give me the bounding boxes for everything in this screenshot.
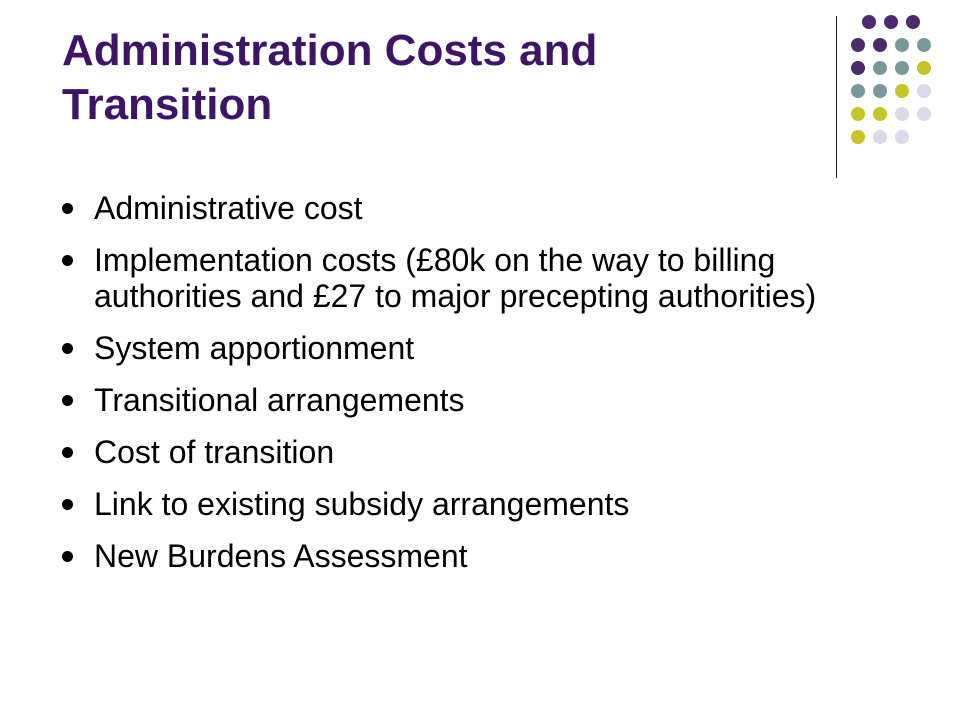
decorative-dot [851, 61, 865, 75]
bullet-item [62, 538, 882, 574]
decorative-dot [895, 130, 909, 144]
decorative-dot [917, 84, 931, 98]
bullet-text: Link to existing subsidy arrangements [94, 486, 630, 522]
decorative-dot [873, 130, 887, 144]
decorative-dot [884, 15, 898, 29]
bullet-dot-icon [62, 551, 73, 562]
bullet-dot-icon [62, 255, 73, 266]
bullet-text: Cost of transition [94, 434, 335, 470]
decorative-dot [917, 107, 931, 121]
decorative-dot [851, 107, 865, 121]
decorative-dot [862, 15, 876, 29]
bullet-item [62, 434, 882, 470]
decorative-dot [851, 130, 865, 144]
decorative-dot [873, 38, 887, 52]
decorative-dot [895, 84, 909, 98]
decorative-dot [873, 84, 887, 98]
bullet-text: New Burdens Assessment [94, 538, 468, 574]
bullet-item [62, 486, 882, 522]
bullet-item [62, 190, 882, 226]
bullet-text: Transitional arrangements [94, 382, 465, 418]
decorative-dot [906, 15, 920, 29]
title-divider-line [836, 16, 837, 178]
decorative-dot [851, 38, 865, 52]
bullet-dot-icon [62, 447, 73, 458]
bullet-dot-icon [62, 499, 73, 510]
decorative-dot [873, 107, 887, 121]
bullet-dot-icon [62, 203, 73, 214]
bullet-item [62, 330, 882, 366]
bullet-item [62, 382, 882, 418]
bullet-dot-icon [62, 395, 73, 406]
decorative-dot [917, 61, 931, 75]
bullet-text: Implementation costs (£80k on the way to billing authorities and £27 to major precepting authorities) [94, 242, 817, 314]
decorative-dot [873, 61, 887, 75]
bullet-text: System apportionment [94, 330, 415, 366]
bullet-item [62, 242, 882, 314]
decorative-dot [895, 38, 909, 52]
slide-title: Administration Costs and Transition [62, 26, 598, 129]
bullet-dot-icon [62, 343, 73, 354]
bullet-text: Administrative cost [94, 190, 363, 226]
decorative-dot [895, 107, 909, 121]
decorative-dot [851, 84, 865, 98]
bullet-list [62, 190, 882, 590]
decorative-dot [917, 38, 931, 52]
decorative-dot [895, 61, 909, 75]
